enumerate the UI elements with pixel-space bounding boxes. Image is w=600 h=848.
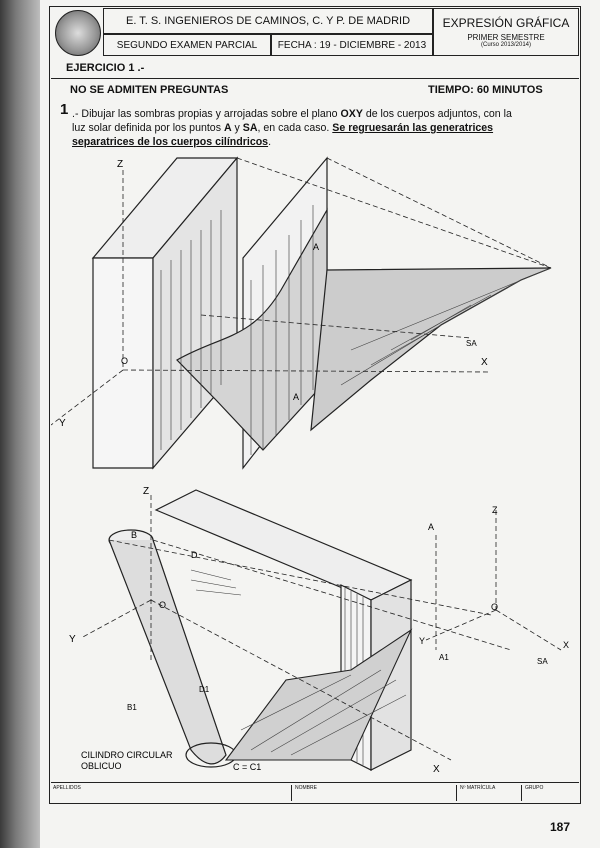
origin-label: O xyxy=(121,356,129,366)
statement-text: de los cuerpos adjuntos, con la xyxy=(362,108,512,120)
point-a-label: A xyxy=(313,242,320,252)
figure-2-drawing xyxy=(51,480,579,780)
statement xyxy=(72,107,578,149)
point-d1-label: D1 xyxy=(199,685,210,694)
statement-text: , en cada caso. xyxy=(257,122,333,134)
exercise-number: 1 xyxy=(60,101,69,118)
notice: NO SE ADMITEN PREGUNTAS xyxy=(70,84,229,96)
axis-z-label: Z xyxy=(117,159,124,170)
origin-label: O xyxy=(491,602,499,612)
axis-y-label: Y xyxy=(419,636,426,646)
divider xyxy=(51,78,579,79)
point-a1-label: A1 xyxy=(439,653,449,662)
axis-y-label: Y xyxy=(59,418,66,429)
plane-ref: OXY xyxy=(340,108,363,120)
subject-box xyxy=(433,8,579,56)
point-b-label: B xyxy=(131,530,138,540)
axis-x-label: X xyxy=(481,357,488,368)
semester: PRIMER SEMESTRE xyxy=(467,33,545,42)
exam-type: SEGUNDO EXAMEN PARCIAL xyxy=(103,34,271,56)
point-c-label: C = C1 xyxy=(233,762,262,772)
statement-text: .- Dibujar las sombras propias y arrojadas sobre el plano xyxy=(72,108,341,120)
note-text: separatrices de los cuerpos cilíndricos xyxy=(72,136,269,148)
page-number: 187 xyxy=(550,820,571,834)
axis-x-label: X xyxy=(563,640,570,650)
point-d-label: D xyxy=(191,550,198,560)
axis-y-label: Y xyxy=(69,634,76,645)
point-ref: A xyxy=(223,122,232,134)
subject: EXPRESIÓN GRÁFICA xyxy=(442,16,570,30)
exam-date: FECHA : 19 - DICIEMBRE - 2013 xyxy=(271,34,433,56)
name-field: NOMBRE xyxy=(291,785,317,801)
point-sa-label: SA xyxy=(537,657,548,666)
point-a-label: A xyxy=(293,392,300,402)
exam-header xyxy=(51,8,579,58)
exercise-title: EJERCICIO 1 .- xyxy=(66,62,145,74)
point-b1-label: B1 xyxy=(127,703,137,712)
surname-field: APELLIDOS xyxy=(53,785,81,791)
axis-z-label: Z xyxy=(143,486,150,497)
id-field: Nº MATRÍCULA xyxy=(456,785,495,801)
origin-label: O xyxy=(159,600,167,610)
statement-text: y xyxy=(231,122,243,134)
statement-text: . xyxy=(268,136,272,148)
point-sa-label: SA xyxy=(466,339,477,348)
institution-name: E. T. S. INGENIEROS DE CAMINOS, C. Y P. DE MADRID xyxy=(103,8,433,34)
note-text: Se regruesarán las generatrices xyxy=(332,122,494,134)
point-ref: SA xyxy=(242,122,258,134)
time-limit: TIEMPO: 60 MINUTOS xyxy=(428,84,543,96)
student-info-footer xyxy=(51,782,579,803)
axis-z-label: Z xyxy=(492,505,498,515)
book-binding xyxy=(0,0,40,848)
axis-x-label: X xyxy=(433,764,440,775)
group-field: GRUPO xyxy=(521,785,543,801)
course: (Curso 2013/2014) xyxy=(480,42,532,48)
figure-caption: CILINDRO CIRCULAR xyxy=(81,750,173,760)
point-a-label: A xyxy=(428,522,435,532)
figure-1-drawing xyxy=(51,150,579,480)
school-seal-icon xyxy=(55,10,101,56)
figure-caption: OBLICUO xyxy=(81,761,122,771)
statement-text: luz solar definida por los puntos xyxy=(72,122,224,134)
